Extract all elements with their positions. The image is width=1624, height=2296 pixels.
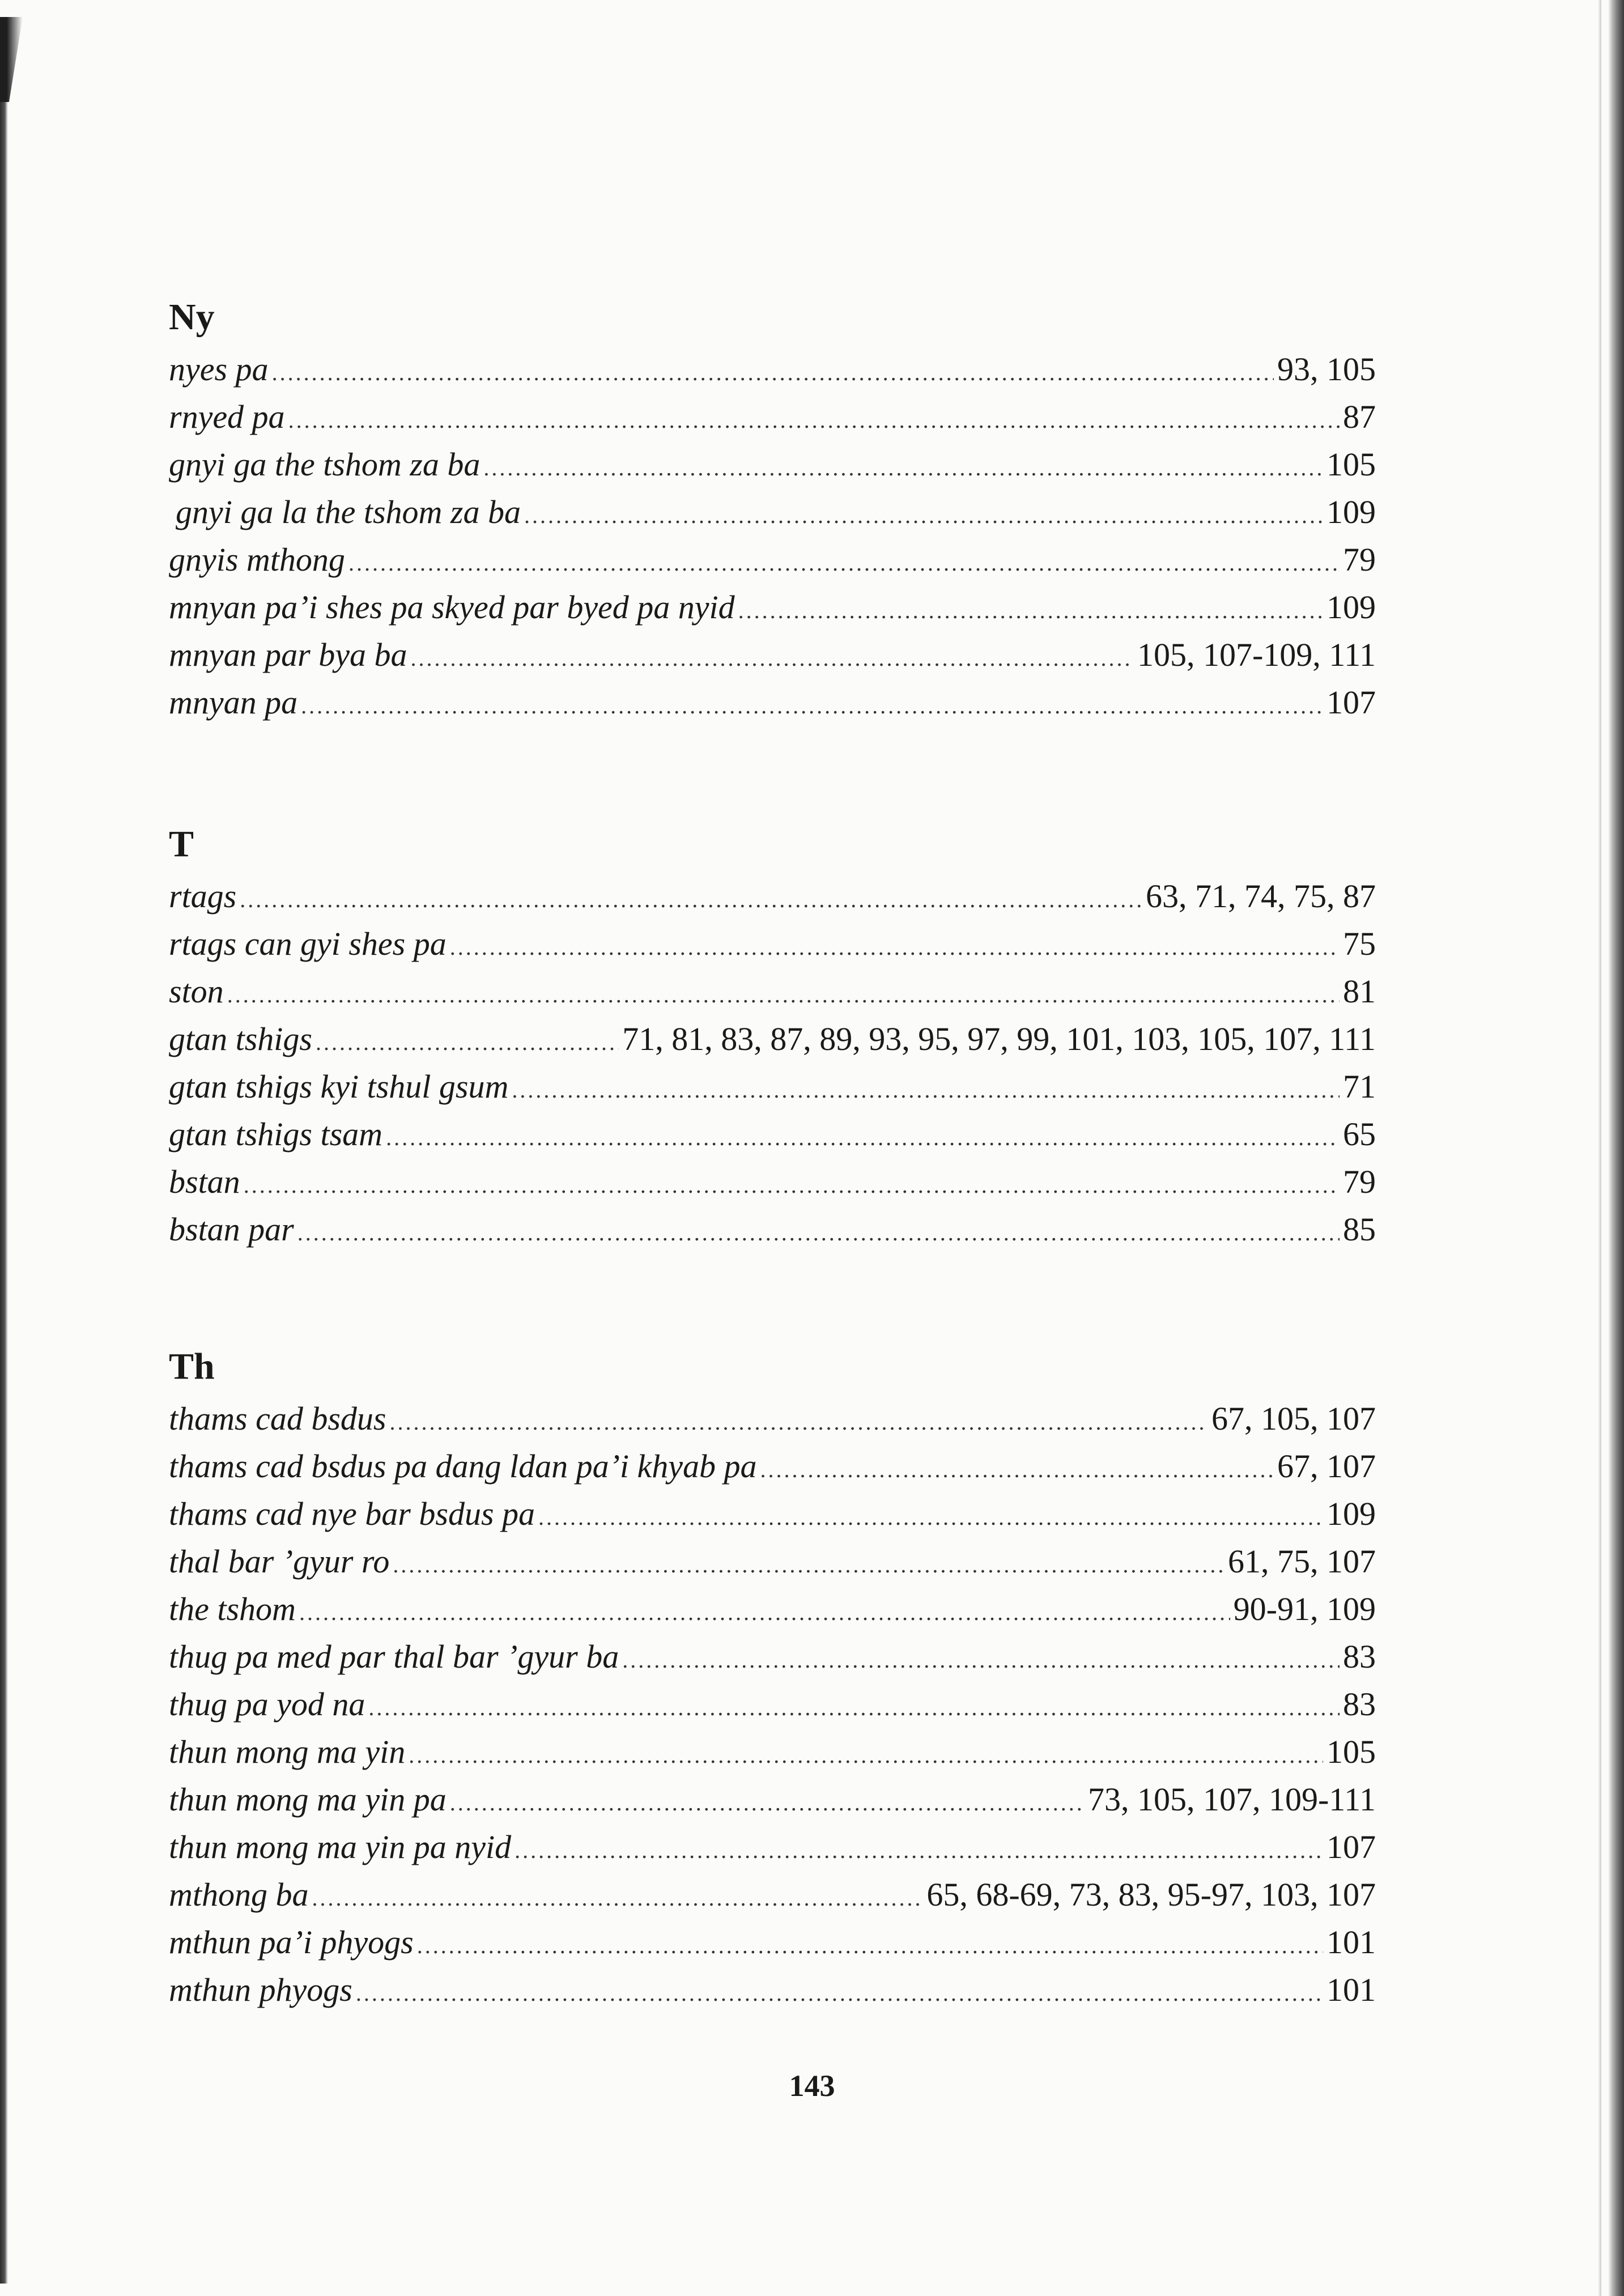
index-entry (169, 1776, 1376, 1823)
page-edge-left (0, 23, 8, 2284)
index-entry (169, 1823, 1376, 1871)
dot-leader (450, 924, 1340, 971)
entry-term: thams cad bsdus (169, 1400, 386, 1437)
entry-term: gtan tshigs tsam (169, 1116, 383, 1153)
entry-term: gtan tshigs (169, 1021, 312, 1057)
entry-pages: 109 (1327, 494, 1376, 530)
entry-pages: 75 (1343, 925, 1376, 962)
entry-pages: 105 (1327, 446, 1376, 483)
entry-term: nyes pa (169, 351, 269, 388)
dot-leader (410, 635, 1134, 682)
entry-term: gnyi ga la the tshom za ba (176, 494, 521, 530)
index-entry (169, 441, 1376, 488)
section-heading: Th (169, 1346, 215, 1387)
entry-pages: 67, 105, 107 (1211, 1400, 1376, 1437)
dot-leader (301, 682, 1323, 730)
index-entry (169, 1681, 1376, 1728)
dot-leader (244, 1162, 1340, 1209)
entry-pages: 105 (1327, 1733, 1376, 1770)
entry-term: thun mong ma yin pa nyid (169, 1829, 512, 1865)
index-entry (169, 1206, 1376, 1253)
entry-pages: 83 (1343, 1686, 1376, 1723)
entry-pages: 90-91, 109 (1233, 1591, 1376, 1627)
entry-pages: 101 (1327, 1971, 1376, 2008)
index-entry (169, 968, 1376, 1015)
index-entry (169, 1966, 1376, 2014)
entry-term: mthun phyogs (169, 1971, 352, 2008)
dot-leader (389, 1398, 1208, 1446)
index-entry (169, 1585, 1376, 1633)
dot-leader (297, 1209, 1340, 1257)
entry-pages: 71 (1343, 1068, 1376, 1105)
index-entry (169, 1395, 1376, 1443)
index-entry (169, 1111, 1376, 1158)
dot-leader (409, 1732, 1323, 1779)
entry-pages: 63, 71, 74, 75, 87 (1146, 878, 1376, 915)
index-entry (169, 393, 1376, 441)
dot-leader (312, 1874, 924, 1922)
entry-term: ston (169, 973, 224, 1010)
entry-term: rtags can gyi shes pa (169, 925, 447, 962)
index-entry (169, 873, 1376, 920)
entry-term: thun mong ma yin (169, 1733, 406, 1770)
entry-pages: 83 (1343, 1638, 1376, 1675)
dot-leader (316, 1019, 619, 1066)
entry-pages: 101 (1327, 1924, 1376, 1961)
dot-leader (288, 397, 1340, 444)
index-entry (169, 1538, 1376, 1585)
entry-pages: 81 (1343, 973, 1376, 1010)
entry-term: gtan tshigs kyi tshul gsum (169, 1068, 509, 1105)
section-heading: Ny (169, 296, 215, 338)
page-edge-right-shadow (1598, 0, 1601, 2296)
index-entry (169, 346, 1376, 393)
dot-leader (272, 349, 1274, 397)
dot-leader (348, 539, 1340, 587)
index-entry (169, 1158, 1376, 1206)
dot-leader (738, 587, 1323, 635)
dot-leader (538, 1494, 1323, 1541)
entry-term: thams cad nye bar bsdus pa (169, 1495, 535, 1532)
index-section-t (169, 816, 1376, 1253)
entry-term: thug pa yod na (169, 1686, 365, 1723)
index-entry (169, 1728, 1376, 1776)
dot-leader (622, 1636, 1340, 1684)
dot-leader (524, 492, 1323, 539)
entry-term: thams cad bsdus pa dang ldan pa’i khyab pa (169, 1448, 757, 1485)
index-entry (169, 1633, 1376, 1681)
dot-leader (299, 1589, 1230, 1636)
entry-pages: 65 (1343, 1116, 1376, 1153)
entry-term: mnyan pa’i shes pa skyed par byed pa nyid (169, 589, 735, 626)
entry-term: rnyed pa (169, 398, 285, 435)
entry-pages: 107 (1327, 684, 1376, 721)
entry-term: bstan (169, 1163, 240, 1200)
index-entry (169, 631, 1376, 679)
dot-leader (356, 1970, 1323, 2017)
entry-term: bstan par (169, 1211, 294, 1248)
entry-term: thal bar ’gyur ro (169, 1543, 390, 1580)
entry-pages: 93, 105 (1277, 351, 1376, 388)
entry-pages: 85 (1343, 1211, 1376, 1248)
entry-term: mnyan par bya ba (169, 636, 407, 673)
entry-pages: 65, 68-69, 73, 83, 95-97, 103, 107 (926, 1876, 1376, 1913)
entry-pages: 73, 105, 107, 109-111 (1087, 1781, 1376, 1818)
entry-pages: 79 (1343, 541, 1376, 578)
index-section-ny (169, 289, 1376, 726)
dot-leader (512, 1066, 1340, 1114)
entry-pages: 109 (1327, 589, 1376, 626)
entry-pages: 71, 81, 83, 87, 89, 93, 95, 97, 99, 101, 103, 105, 107, 111 (622, 1021, 1376, 1057)
index-entry (169, 1919, 1376, 1966)
page-edge-left-shadow (0, 17, 23, 102)
index-entry (169, 1063, 1376, 1111)
index-entry (169, 920, 1376, 968)
entry-pages: 109 (1327, 1495, 1376, 1532)
entry-term: thug pa med par thal bar ’gyur ba (169, 1638, 619, 1675)
dot-leader (760, 1446, 1274, 1494)
entry-term: mthong ba (169, 1876, 309, 1913)
dot-leader (417, 1922, 1323, 1970)
entry-term: the tshom (169, 1591, 296, 1627)
entry-pages: 79 (1343, 1163, 1376, 1200)
entry-term: mthun pa’i phyogs (169, 1924, 414, 1961)
index-entry (169, 679, 1376, 726)
dot-leader (483, 444, 1323, 492)
index-entry (169, 584, 1376, 631)
dot-leader (393, 1541, 1225, 1589)
index-section-th (169, 1338, 1376, 2014)
dot-leader (386, 1114, 1340, 1162)
index-entry (169, 1871, 1376, 1919)
entry-pages: 61, 75, 107 (1228, 1543, 1376, 1580)
page-number: 143 (789, 2069, 835, 2103)
page-edge-right (1608, 0, 1624, 2296)
entry-pages: 67, 107 (1277, 1448, 1376, 1485)
dot-leader (515, 1827, 1323, 1874)
entry-term: gnyi ga the tshom za ba (169, 446, 481, 483)
entry-pages: 87 (1343, 398, 1376, 435)
index-entry (169, 1015, 1376, 1063)
index-entry (169, 1490, 1376, 1538)
index-entry (169, 1443, 1376, 1490)
index-entry (169, 488, 1376, 536)
dot-leader (227, 971, 1340, 1019)
entry-term: mnyan pa (169, 684, 298, 721)
index-entry (169, 536, 1376, 584)
dot-leader (368, 1684, 1340, 1732)
dot-leader (240, 876, 1142, 924)
entry-term: thun mong ma yin pa (169, 1781, 447, 1818)
entry-term: gnyis mthong (169, 541, 345, 578)
entry-pages: 107 (1327, 1829, 1376, 1865)
entry-pages: 105, 107-109, 111 (1137, 636, 1376, 673)
entry-term: rtags (169, 878, 237, 915)
section-heading: T (169, 823, 194, 865)
dot-leader (450, 1779, 1085, 1827)
